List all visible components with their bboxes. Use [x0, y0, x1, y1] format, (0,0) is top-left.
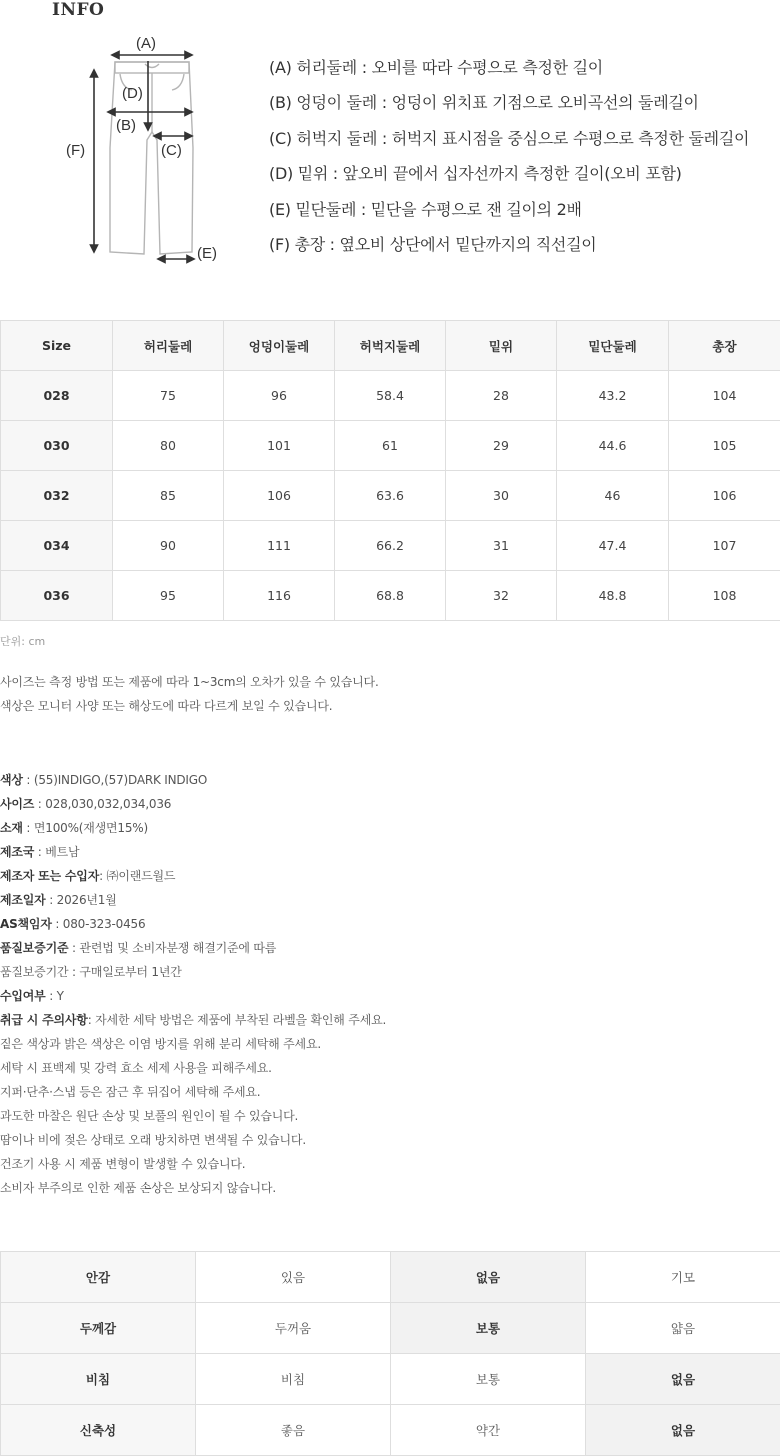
detail-value: : ㈜이랜드월드 [99, 869, 176, 883]
size-notes [0, 673, 379, 721]
detail-warranty-period: 품질보증기간 : 구매일로부터 1년간 [0, 965, 182, 979]
pants-measurement-diagram [60, 28, 230, 273]
attribute-row [1, 1354, 780, 1405]
table-cell: 106 [669, 471, 780, 521]
attribute-label: 비침 [1, 1354, 196, 1405]
header-rise: 밑위 [446, 321, 557, 371]
size-cell: 036 [1, 571, 113, 621]
table-cell: 105 [669, 421, 780, 471]
detail-origin [0, 843, 386, 867]
header-hip: 엉덩이둘레 [224, 321, 335, 371]
table-cell: 111 [224, 521, 335, 571]
header-hem: 밑단둘레 [557, 321, 669, 371]
table-cell: 106 [224, 471, 335, 521]
header-thigh: 허벅지둘레 [335, 321, 446, 371]
detail-label: 제조자 또는 수입자 [0, 869, 100, 883]
table-cell: 108 [669, 571, 780, 621]
detail-color [0, 771, 386, 795]
attribute-row [1, 1252, 780, 1303]
care-line: 건조기 사용 시 제품 변형이 발생할 수 있습니다. [0, 1157, 246, 1171]
label-a: (A) [136, 35, 156, 52]
attribute-label: 안감 [1, 1252, 196, 1303]
size-cell: 028 [1, 371, 113, 421]
detail-label: 색상 [0, 773, 23, 787]
unit-note: 단위: cm [0, 635, 46, 648]
table-cell: 116 [224, 571, 335, 621]
detail-label: 제조국 [0, 845, 35, 859]
attribute-option: 두꺼움 [196, 1303, 391, 1354]
detail-value: : 베트남 [34, 845, 80, 859]
care-line: 과도한 마찰은 원단 손상 및 보풀의 원인이 될 수 있습니다. [0, 1109, 299, 1123]
table-cell: 48.8 [557, 571, 669, 621]
legend-item-d: (D) 밑위 : 앞오비 끝에서 십자선까지 측정한 길이(오비 포함) [269, 164, 682, 184]
detail-label: 제조일자 [0, 893, 46, 907]
table-cell: 32 [446, 571, 557, 621]
size-cell: 032 [1, 471, 113, 521]
table-cell: 85 [113, 471, 224, 521]
label-f: (F) [66, 142, 86, 159]
detail-value: : 2026년1월 [45, 893, 117, 907]
attribute-option: 기모 [586, 1252, 780, 1303]
table-cell: 58.4 [335, 371, 446, 421]
care-line: 세탁 시 표백제 및 강력 효소 세제 사용을 피해주세요. [0, 1061, 272, 1075]
detail-value: : 028,030,032,034,036 [34, 797, 172, 811]
table-cell: 28 [446, 371, 557, 421]
product-details [0, 771, 386, 1203]
label-c: (C) [161, 142, 182, 159]
attribute-row [1, 1303, 780, 1354]
legend-item-e: (E) 밑단둘레 : 밑단을 수평으로 잰 길이의 2배 [269, 199, 582, 219]
attribute-option-selected: 없음 [586, 1354, 780, 1405]
table-cell: 96 [224, 371, 335, 421]
label-b: (B) [116, 117, 136, 134]
label-e: (E) [197, 245, 217, 262]
attribute-option-selected: 없음 [391, 1252, 586, 1303]
table-cell: 80 [113, 421, 224, 471]
attribute-option: 비침 [196, 1354, 391, 1405]
detail-care [0, 1011, 386, 1035]
care-line: 소비자 부주의로 인한 제품 손상은 보상되지 않습니다. [0, 1181, 276, 1195]
detail-sizes [0, 795, 386, 819]
table-row [1, 521, 780, 571]
detail-label: 사이즈 [0, 797, 35, 811]
header-length: 총장 [669, 321, 780, 371]
table-cell: 104 [669, 371, 780, 421]
header-size: Size [1, 321, 113, 371]
table-cell: 101 [224, 421, 335, 471]
detail-label: 품질보증기준 [0, 941, 69, 955]
detail-label: 소재 [0, 821, 23, 835]
detail-value: : 면100%(재생면15%) [22, 821, 148, 835]
table-cell: 90 [113, 521, 224, 571]
attribute-option: 약간 [391, 1405, 586, 1456]
detail-label: 취급 시 주의사항 [0, 1013, 88, 1027]
table-cell: 63.6 [335, 471, 446, 521]
table-cell: 95 [113, 571, 224, 621]
fabric-attribute-table [0, 1251, 780, 1456]
detail-value: : 관련법 및 소비자분쟁 해결기준에 따름 [68, 941, 277, 955]
legend-item-c: (C) 허벅지 둘레 : 허벅지 표시점을 중심으로 수평으로 측정한 둘레길이 [269, 128, 750, 148]
size-table-header [1, 321, 780, 371]
table-cell: 44.6 [557, 421, 669, 471]
table-cell: 66.2 [335, 521, 446, 571]
attribute-option-selected: 없음 [586, 1405, 780, 1456]
header-waist: 허리둘레 [113, 321, 224, 371]
legend-item-f: (F) 총장 : 옆오비 상단에서 밑단까지의 직선길이 [269, 234, 597, 254]
table-cell: 61 [335, 421, 446, 471]
info-title: INFO [52, 0, 105, 20]
legend-item-a: (A) 허리둘레 : 오비를 따라 수평으로 측정한 길이 [269, 58, 603, 77]
detail-as-contact [0, 915, 386, 939]
table-row [1, 471, 780, 521]
attribute-option: 있음 [196, 1252, 391, 1303]
care-line: 지퍼·단추·스냅 등은 잠근 후 뒤집어 세탁해 주세요. [0, 1085, 261, 1099]
detail-value: : 080-323-0456 [51, 917, 146, 931]
attribute-option: 얇음 [586, 1303, 780, 1354]
care-line: 땀이나 비에 젖은 상태로 오래 방치하면 변색될 수 있습니다. [0, 1133, 306, 1147]
size-table [0, 320, 780, 621]
size-cell: 030 [1, 421, 113, 471]
table-cell: 47.4 [557, 521, 669, 571]
table-cell: 29 [446, 421, 557, 471]
table-row [1, 371, 780, 421]
size-cell: 034 [1, 521, 113, 571]
detail-value: : (55)INDIGO,(57)DARK INDIGO [22, 773, 208, 787]
detail-label: AS책임자 [0, 917, 52, 931]
detail-material [0, 819, 386, 843]
table-cell: 31 [446, 521, 557, 571]
table-cell: 30 [446, 471, 557, 521]
table-cell: 46 [557, 471, 669, 521]
attribute-option-selected: 보통 [391, 1303, 586, 1354]
table-cell: 107 [669, 521, 780, 571]
table-cell: 75 [113, 371, 224, 421]
legend-item-b: (B) 엉덩이 둘레 : 엉덩이 위치표 기점으로 오비곡선의 둘레길이 [269, 93, 699, 113]
detail-value: : 자세한 세탁 방법은 제품에 부착된 라벨을 확인해 주세요. [87, 1013, 387, 1027]
detail-mfg-date [0, 891, 386, 915]
table-cell: 68.8 [335, 571, 446, 621]
detail-value: : Y [45, 989, 64, 1003]
care-line: 짙은 색상과 밝은 색상은 이염 방지를 위해 분리 세탁해 주세요. [0, 1037, 321, 1051]
note-line: 사이즈는 측정 방법 또는 제품에 따라 1~3cm의 오차가 있을 수 있습니다. [0, 675, 379, 689]
detail-maker [0, 867, 386, 891]
attribute-row [1, 1405, 780, 1456]
attribute-option: 좋음 [196, 1405, 391, 1456]
detail-warranty-std [0, 939, 386, 963]
detail-label: 수입여부 [0, 989, 46, 1003]
note-line: 색상은 모니터 사양 또는 해상도에 따라 다르게 보일 수 있습니다. [0, 699, 333, 713]
attribute-option: 보통 [391, 1354, 586, 1405]
attribute-label: 신축성 [1, 1405, 196, 1456]
table-cell: 43.2 [557, 371, 669, 421]
attribute-label: 두께감 [1, 1303, 196, 1354]
label-d: (D) [122, 85, 143, 102]
table-row [1, 421, 780, 471]
detail-imported [0, 987, 386, 1011]
measurement-legend [269, 56, 749, 268]
table-row [1, 571, 780, 621]
